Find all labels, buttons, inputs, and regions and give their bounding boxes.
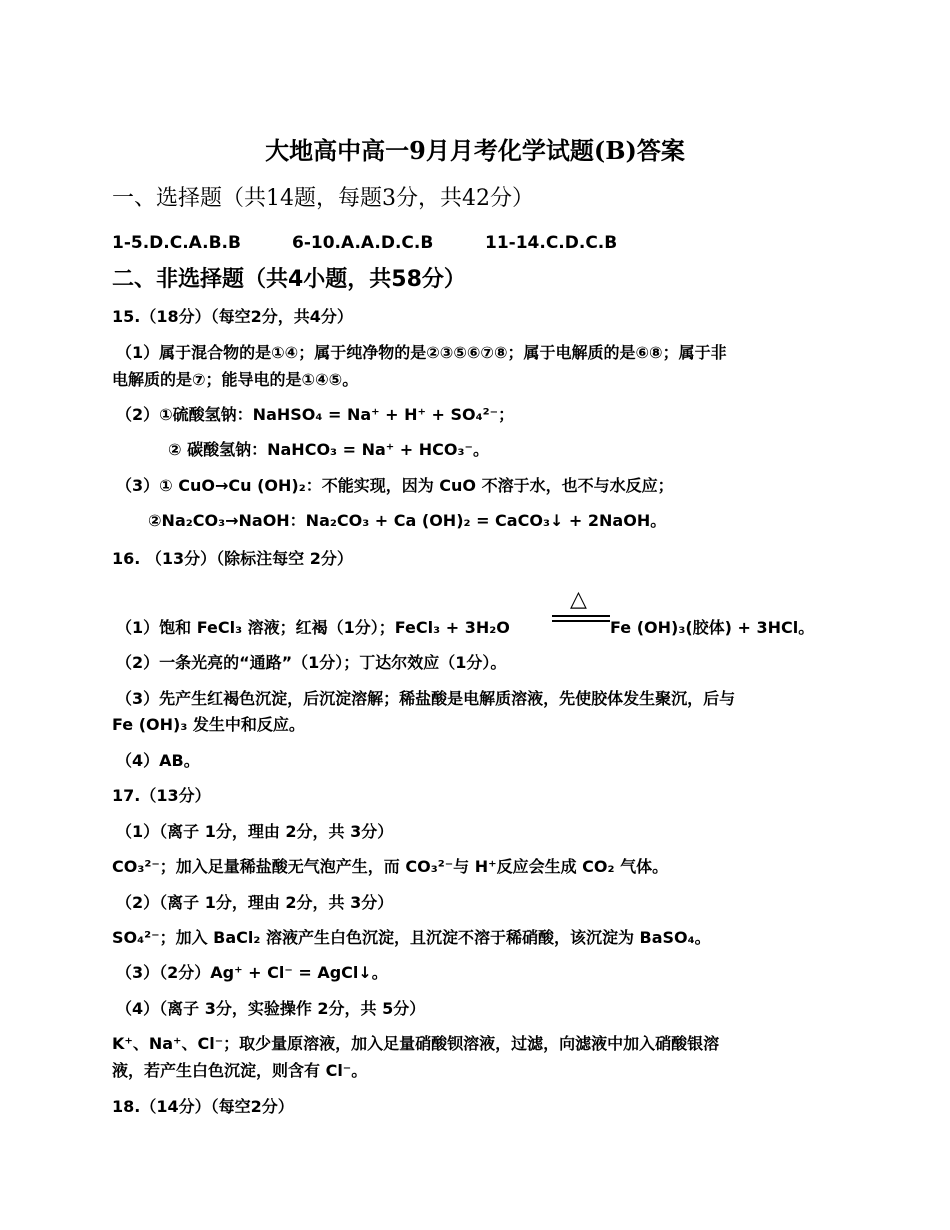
- q17-part4-line1: K⁺、Na⁺、Cl⁻；取少量原溶液，加入足量硝酸钡溶液，过滤，向滤液中加入硝酸银溶: [112, 1034, 720, 1053]
- equation-bar-bottom: [552, 620, 610, 622]
- heating-condition-icon: △: [570, 587, 587, 612]
- q17-part1-body: CO₃²⁻；加入足量稀盐酸无气泡产生，而 CO₃²⁻与 H⁺反应会生成 CO₂ 气体。: [112, 857, 669, 876]
- q16-part1-right: Fe (OH)₃(胶体) + 3HCl。: [610, 618, 815, 637]
- q15-part1-line1: （1）属于混合物的是①④；属于纯净物的是②③⑤⑥⑦⑧；属于电解质的是⑥⑧；属于非: [116, 343, 727, 362]
- q16-part2: （2）一条光亮的“通路”（1分）；丁达尔效应（1分）。: [116, 653, 507, 672]
- mc-answers-1-5: 1-5.D.C.A.B.B: [112, 233, 241, 253]
- q15-part1-line2: 电解质的是⑦；能导电的是①④⑤。: [112, 370, 359, 389]
- q15-part3-b: ②Na₂CO₃→NaOH：Na₂CO₃ + Ca (OH)₂ = CaCO₃↓ + 2NaOH。: [148, 511, 667, 530]
- q15-part2-a: （2）①硫酸氢钠：NaHSO₄ = Na⁺ + H⁺ + SO₄²⁻；: [116, 405, 515, 424]
- q16-part1-left: （1）饱和 FeCl₃ 溶液；红褐（1分）；FeCl₃ + 3H₂O: [116, 618, 510, 637]
- mc-answers-11-14: 11-14.C.D.C.B: [485, 233, 618, 253]
- q15-header: 15.（18分）（每空2分，共4分）: [112, 307, 353, 326]
- q18-header: 18.（14分）（每空2分）: [112, 1097, 294, 1116]
- q16-part3-line1: （3）先产生红褐色沉淀，后沉淀溶解；稀盐酸是电解质溶液，先使胶体发生聚沉，后与: [116, 689, 736, 708]
- q15-part3-a: （3）① CuO→Cu (OH)₂：不能实现，因为 CuO 不溶于水，也不与水反应；: [116, 476, 674, 495]
- q17-part4-head: （4）（离子 3分，实验操作 2分，共 5分）: [116, 999, 426, 1018]
- page-title: 大地高中高一9月月考化学试题(B)答案: [265, 136, 685, 165]
- q16-part3-line2: Fe (OH)₃ 发生中和反应。: [112, 715, 305, 734]
- q16-part4: （4）AB。: [116, 751, 200, 770]
- q16-header: 16. （13分）（除标注每空 2分）: [112, 549, 353, 568]
- q17-part4-line2: 液，若产生白色沉淀，则含有 Cl⁻。: [112, 1061, 368, 1080]
- q15-part2-b: ② 碳酸氢钠：NaHCO₃ = Na⁺ + HCO₃⁻。: [168, 440, 489, 459]
- q17-header: 17.（13分）: [112, 786, 211, 805]
- q17-part2-head: （2）（离子 1分，理由 2分，共 3分）: [116, 893, 394, 912]
- section-2-heading: 二、非选择题（共4小题，共58分）: [112, 267, 466, 292]
- q17-part2-body: SO₄²⁻；加入 BaCl₂ 溶液产生白色沉淀，且沉淀不溶于稀硝酸，该沉淀为 BaSO₄。: [112, 928, 711, 947]
- section-1-heading: 一、选择题（共14题，每题3分，共42分）: [112, 186, 534, 211]
- q17-part3: （3）（2分）Ag⁺ + Cl⁻ = AgCl↓。: [116, 963, 388, 982]
- mc-answers-6-10: 6-10.A.A.D.C.B: [292, 233, 434, 253]
- equation-bar-top: [552, 615, 610, 617]
- q17-part1-head: （1）（离子 1分，理由 2分，共 3分）: [116, 822, 394, 841]
